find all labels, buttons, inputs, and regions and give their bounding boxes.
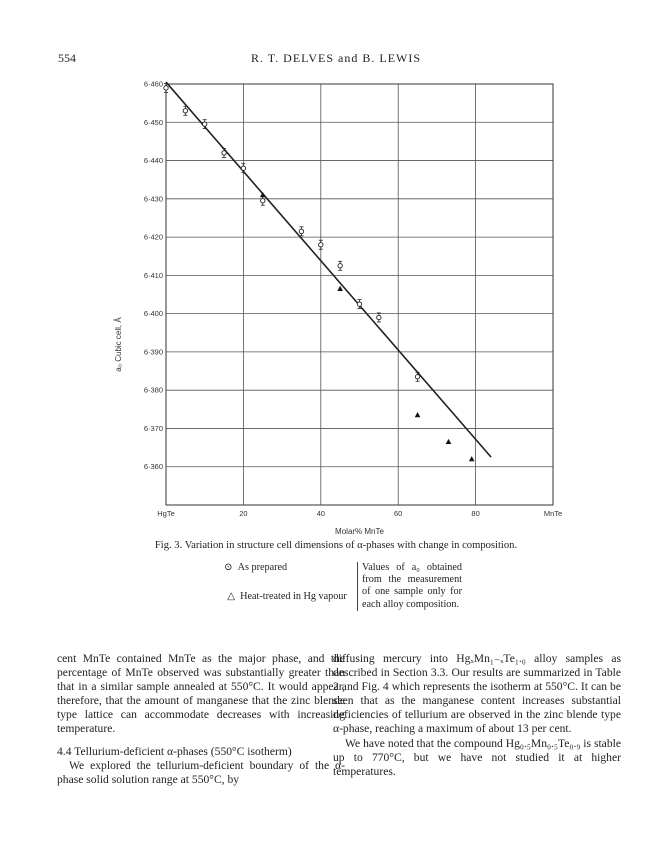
triangle-point — [469, 456, 475, 461]
circle-point — [357, 302, 361, 306]
x-tick-label: 80 — [471, 509, 480, 518]
circle-point — [222, 151, 226, 155]
figure-caption: Fig. 3. Variation in structure cell dimensions of α-phases with change in composition. — [154, 540, 518, 551]
legend-prepared-label: As prepared — [237, 562, 288, 573]
legend-as-prepared — [224, 562, 287, 574]
left-paragraph-1: cent MnTe contained MnTe as the major phase, and the percentage of MnTe observed was substantially greater than that in a similar sample annealed at 550°C. It would appear, therefore, that the amount of manganese that the zinc blende type lattice can accommodate decreases with increasing temperature. — [57, 652, 345, 736]
legend-heat-label: Heat-treated in Hg vapour — [240, 591, 347, 602]
body-column-right — [333, 652, 621, 779]
circle-point — [203, 122, 207, 126]
y-tick-label: 6·390 — [143, 347, 163, 357]
triangle-point — [415, 412, 421, 417]
triangle-point — [260, 192, 266, 197]
triangle-marker-icon: △ — [227, 591, 236, 602]
x-tick-label: 60 — [394, 509, 403, 518]
left-paragraph-2: We explored the tellurium-deficient boundary of the α-phase solid solution range at 550°C, by — [57, 758, 345, 786]
circle-point — [241, 166, 245, 170]
x-axis-label: Molar% MnTe — [335, 527, 384, 536]
y-tick-label: 6·460 — [143, 79, 163, 89]
page-number: 554 — [58, 51, 76, 65]
y-tick-label: 6·380 — [143, 385, 163, 395]
fit-line — [166, 82, 491, 457]
right-paragraph-2: We have noted that the compound Hg₀.₅Mn₀.₅Te₀.₉ is stable up to 770°C, but we have not studied it at higher temperatures. — [333, 736, 621, 778]
y-axis-label: a₀ Cubic cell, Å — [114, 317, 123, 372]
y-tick-label: 6·440 — [143, 156, 163, 166]
circle-point — [377, 315, 381, 319]
legend-heat-treated — [224, 591, 350, 603]
y-tick-label: 6·400 — [143, 309, 163, 319]
data-points — [164, 83, 475, 461]
circle-marker-icon: ⊙ — [224, 562, 233, 573]
x-tick-label: 40 — [316, 509, 325, 518]
circle-point — [338, 264, 342, 268]
circle-point — [299, 229, 303, 233]
y-tick-label: 6·360 — [143, 462, 163, 472]
x-tick-label: MnTe — [543, 509, 563, 518]
y-tick-label: 6·430 — [143, 194, 163, 204]
triangle-point — [446, 439, 452, 444]
y-tick-label: 6·450 — [143, 117, 163, 127]
chart-grid — [166, 84, 553, 505]
circle-point — [164, 86, 168, 90]
running-head: R. T. DELVES and B. LEWIS — [250, 51, 422, 65]
y-tick-label: 6·420 — [143, 232, 163, 242]
y-tick-label: 6·410 — [143, 270, 163, 280]
circle-point — [319, 243, 323, 247]
legend-note: Values of a₀ obtained from the measurement of one sample only for each alloy composition. — [357, 562, 462, 611]
circle-point — [183, 109, 187, 113]
y-tick-label: 6·370 — [143, 423, 163, 433]
x-tick-label: HgTe — [157, 509, 175, 518]
triangle-point — [337, 286, 343, 291]
x-tick-label: 20 — [239, 509, 248, 518]
right-paragraph-1: diffusing mercury into HgₓMn₁₋ₓTe₁.₀ alloy samples as described in Section 3.3. Our results are summarized in Table 2 and Fig. 4 which represents the isotherm at 550°C. It can be seen that as the manganese content increases substantial deficiencies of tellurium are observed in the zinc blende type α-phase, reaching a maximum of about 13 per cent. — [333, 652, 621, 736]
plot-frame — [166, 84, 553, 505]
circle-point — [261, 199, 265, 203]
circle-point — [415, 375, 419, 379]
body-column-left — [57, 652, 345, 787]
section-heading: 4.4 Tellurium-deficient α-phases (550°C isotherm) — [57, 744, 292, 758]
